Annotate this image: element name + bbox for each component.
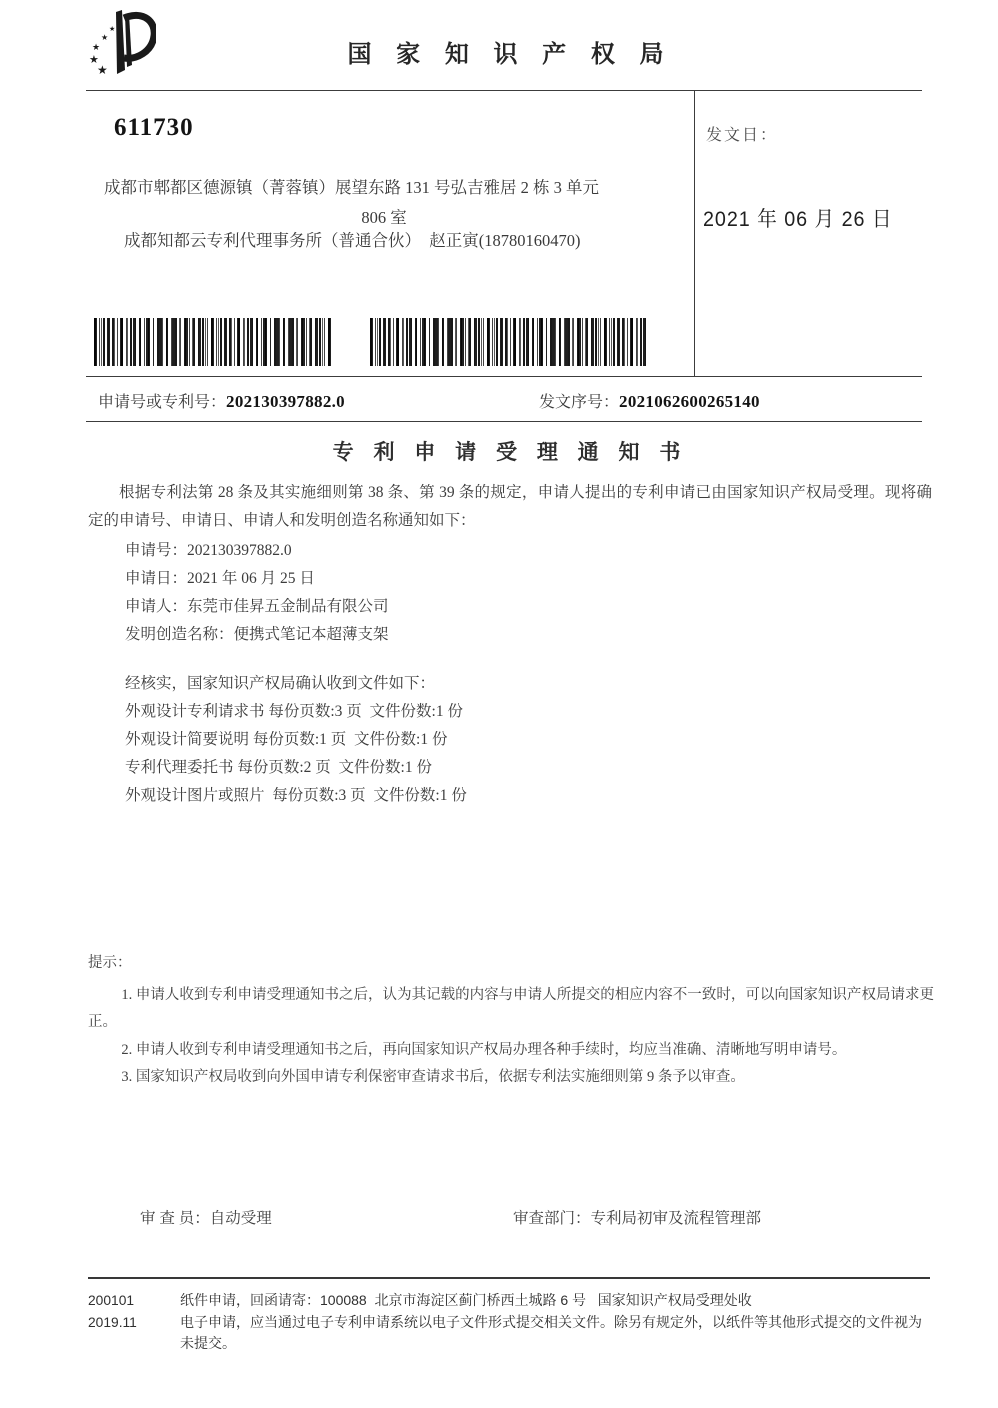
examiner-label: 审 查 员： [140,1210,210,1227]
tips-section [88,950,934,1092]
tip-item: 2. 申请人收到专利申请受理通知书之后，再向国家知识产权局办理各种手续时，均应当准确、清晰地写明申请号。 [121,1041,847,1058]
field-value: 202130397882.0 [187,542,292,559]
serial-number-label: 发文序号： [539,394,620,411]
field-label: 发明创造名称： [125,626,234,643]
field-label: 申请号： [125,542,188,559]
dispatch-date-value: 2021 年 06 月 26 日 [703,208,893,231]
reference-rule-bottom [86,421,922,422]
svg-text:★: ★ [97,63,108,77]
barcode-right [370,318,646,366]
tip-item: 1. 申请人收到专利申请受理通知书之后，认为其记载的内容与申请人所提交的相应内容不一致时，可以向国家知识产权局请求更正。 [88,986,934,1030]
field-label: 申请人： [125,598,188,615]
application-number-value: 202130397882.0 [226,392,345,411]
field-value: 2021 年 06 月 25 日 [187,570,315,587]
received-document-item: 外观设计专利请求书 每份页数:3 页 文件份数:1 份 [125,703,463,720]
notice-body [88,479,932,810]
header-rule [86,90,922,91]
application-number [98,389,345,412]
received-documents [125,670,932,810]
footer-instructions [180,1290,934,1355]
paper-filing-instruction: 纸件申请，回函请寄：100088 北京市海淀区蓟门桥西土城路 6 号 国家知识产权局受理处收 [180,1292,752,1308]
dispatch-date-label: 发文日： [706,127,779,144]
postal-code: 611730 [114,114,194,141]
notice-intro: 根据专利法第 28 条及其实施细则第 38 条、第 39 条的规定，申请人提出的专利申请已由国家知识产权局受理。现将确定的申请号、申请日、申请人和发明创造名称通知如下： [88,484,932,529]
received-intro: 经核实，国家知识产权局确认收到文件如下： [125,675,436,692]
tips-heading: 提示： [88,955,132,971]
serial-number-value: 2021062600265140 [619,392,760,411]
svg-text:★: ★ [92,42,101,52]
notice-title: 专 利 申 请 受 理 通 知 书 [332,441,688,464]
form-date: 2019.11 [88,1314,137,1330]
field-application-number [125,537,932,565]
received-document-item: 外观设计图片或照片 每份页数:3 页 文件份数:1 份 [125,787,467,804]
serial-number [539,389,760,412]
field-value: 便携式笔记本超薄支架 [233,626,389,643]
electronic-filing-instruction: 电子申请，应当通过电子专利申请系统以电子文件形式提交相关文件。除另有规定外，以纸件等其他形式提交的文件视为未提交。 [180,1313,922,1351]
examiner-line [140,1206,272,1228]
reference-rule-top [86,376,922,377]
notice-fields [125,537,932,649]
received-document-item: 外观设计简要说明 每份页数:1 页 文件份数:1 份 [125,731,448,748]
svg-text:★: ★ [89,54,99,66]
field-invention-title [125,621,932,649]
department-line [513,1206,761,1228]
form-codes [88,1290,137,1333]
received-document-item: 专利代理委托书 每份页数:2 页 文件份数:1 份 [125,759,432,776]
office-name: 国 家 知 识 产 权 局 [347,41,673,68]
agency-line: 成都知都云专利代理事务所（普通合伙） 赵正寅(18780160470) [124,231,581,250]
barcode-left [94,318,332,366]
footer-rule [88,1277,930,1279]
svg-text:★: ★ [109,26,116,33]
field-label: 申请日： [125,570,188,587]
tip-item: 3. 国家知识产权局收到向外国申请专利保密审查请求书后，依据专利法实施细则第 9 条予以审查。 [121,1069,745,1085]
dispatch-box-divider [694,90,695,376]
field-application-date [125,565,932,593]
examiner-value: 自动受理 [209,1210,272,1227]
svg-text:★: ★ [101,33,109,42]
recipient-address-line1: 成都市郫都区德源镇（菁蓉镇）展望东路 131 号弘吉雅居 2 栋 3 单元 [104,178,599,197]
department-label: 审查部门： [513,1210,591,1227]
application-number-label: 申请号或专利号： [98,394,227,411]
form-code: 200101 [88,1293,135,1308]
field-value: 东莞市佳昇五金制品有限公司 [187,598,389,615]
recipient-address-line2: 806 室 [361,208,407,227]
field-applicant [125,593,932,621]
department-value: 专利局初审及流程管理部 [590,1210,762,1227]
